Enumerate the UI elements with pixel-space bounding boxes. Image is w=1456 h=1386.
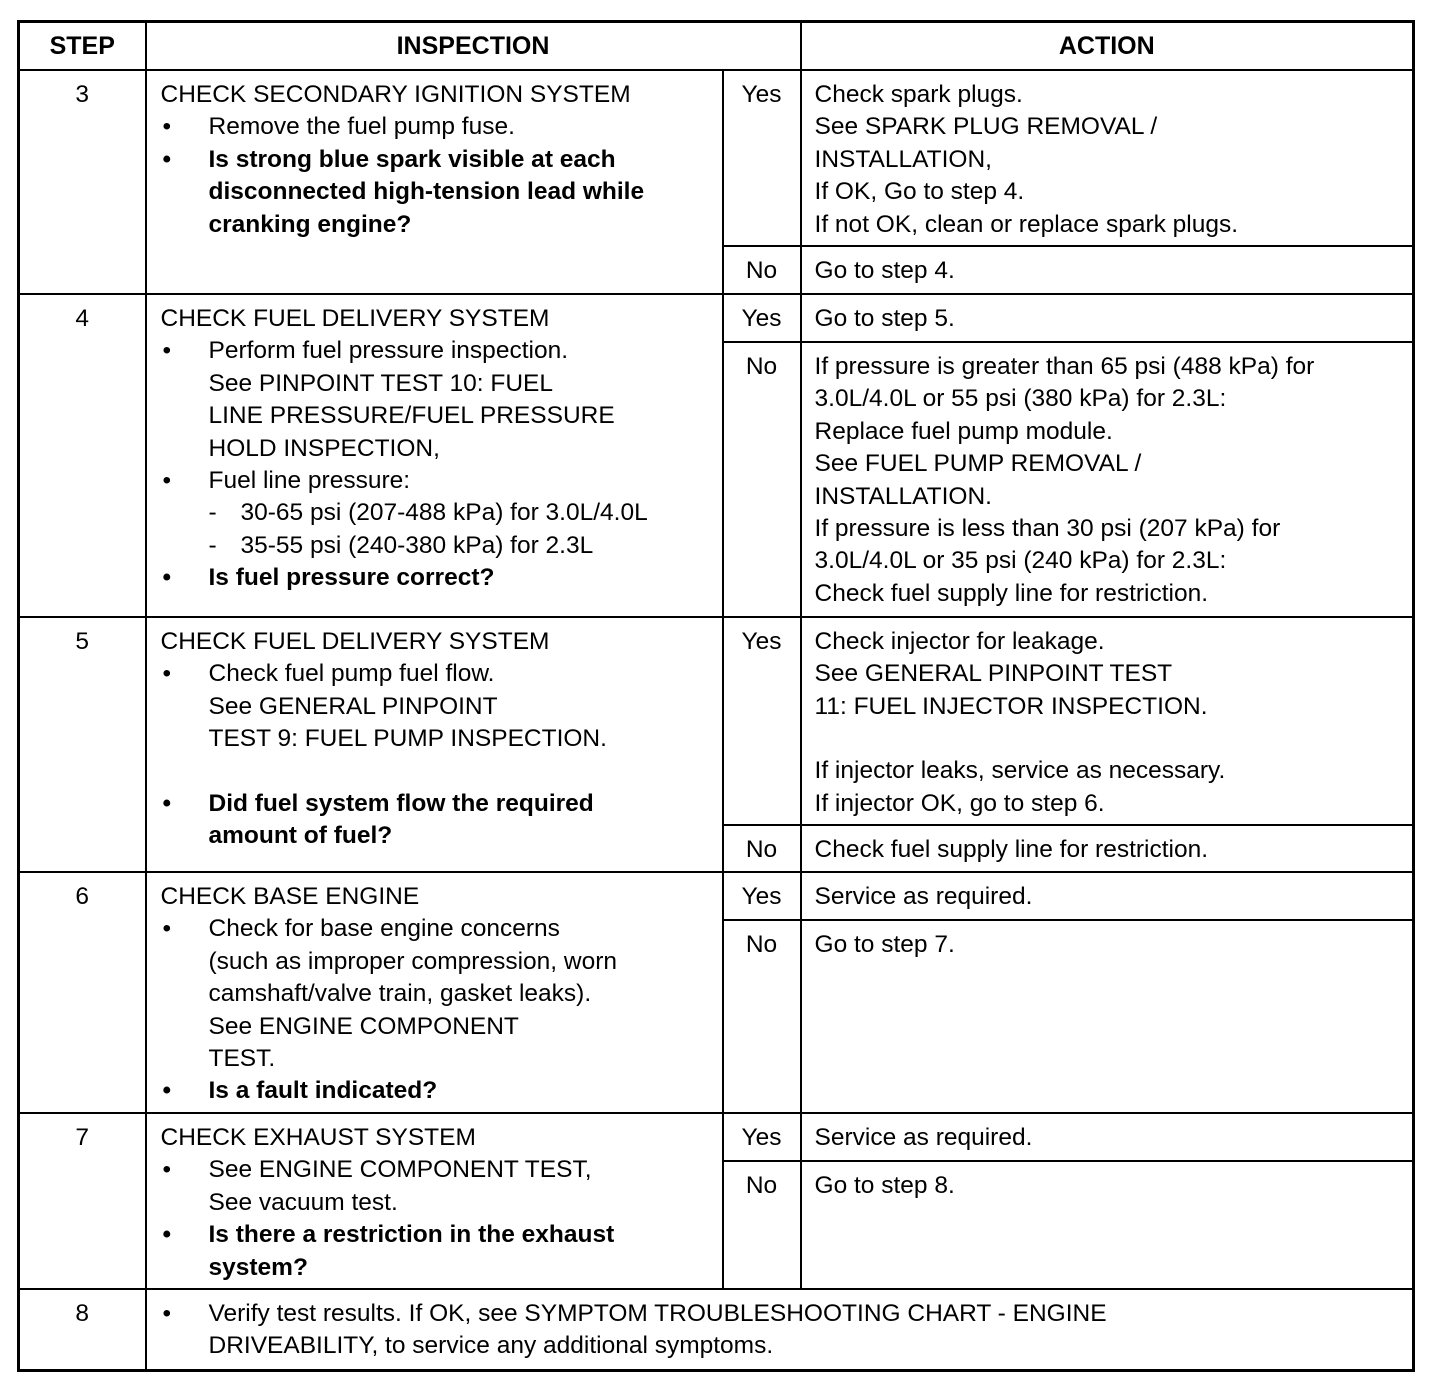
step-number: 4 — [19, 294, 146, 617]
inspection-question: • Is fuel pressure correct? — [161, 562, 712, 594]
yes-label: Yes — [723, 1113, 801, 1161]
inspection-bullet: • Check fuel pump fuel flow. — [161, 658, 712, 690]
inspection-question: • Is a fault indicated? — [161, 1075, 712, 1107]
step-8-inspection — [146, 1289, 1414, 1371]
step-6-no-action: Go to step 7. — [801, 920, 1414, 1113]
inspection-bullet: • Check for base engine concerns — [161, 913, 712, 945]
inspection-bullet: • Perform fuel pressure inspection. — [161, 335, 712, 367]
inspection-question: • Is there a restriction in the exhaust system? — [161, 1219, 712, 1284]
step-4-no-action: If pressure is greater than 65 psi (488 kPa) for 3.0L/4.0L or 55 psi (380 kPa) for 2.3L: Replace fuel pump module. See FUEL PUMP REMOVAL / INSTALLATION. If pressure is less than 30 psi (207 kPa) for 3.0L/4.0L or 35 psi (240 kPa) for 2.3L: Check fuel supply line for restriction. — [801, 342, 1414, 617]
yes-label: Yes — [723, 872, 801, 920]
inspection-title: CHECK BASE ENGINE — [160, 883, 420, 910]
inspection-question: • Did fuel system flow the required amount of fuel? — [161, 788, 712, 853]
no-label: No — [723, 342, 801, 617]
step-3-yes-action: Check spark plugs. See SPARK PLUG REMOVAL / INSTALLATION, If OK, Go to step 4. If not OK, clean or replace spark plugs. — [801, 70, 1414, 246]
step-7-yes-row — [19, 1113, 1414, 1161]
step-number: 8 — [19, 1289, 146, 1371]
header-inspection: INSPECTION — [146, 22, 801, 71]
header-action: ACTION — [801, 22, 1414, 71]
step-number: 6 — [19, 872, 146, 1113]
step-3-no-action: Go to step 4. — [801, 246, 1414, 294]
step-5-inspection — [146, 617, 723, 872]
inspection-bullet: • Verify test results. If OK, see SYMPTOM TROUBLESHOOTING CHART - ENGINE DRIVEABILITY, to service any additional symptoms. — [161, 1298, 1403, 1363]
inspection-reference: See GENERAL PINPOINT TEST 9: FUEL PUMP INSPECTION. — [208, 692, 607, 753]
inspection-reference: (such as improper compression, worn camshaft/valve train, gasket leaks). See ENGINE COMPONENT TEST. — [208, 947, 617, 1073]
yes-label: Yes — [723, 294, 801, 342]
spec-item: - 30-65 psi (207-488 kPa) for 3.0L/4.0L — [161, 497, 712, 529]
header-step: STEP — [19, 22, 146, 71]
no-label: No — [723, 246, 801, 294]
diagnostic-table — [17, 20, 1415, 1372]
inspection-bullet: • Remove the fuel pump fuse. — [161, 111, 712, 143]
inspection-title: CHECK FUEL DELIVERY SYSTEM — [160, 305, 550, 332]
step-7-no-action: Go to step 8. — [801, 1161, 1414, 1289]
step-5-no-action: Check fuel supply line for restriction. — [801, 825, 1414, 872]
inspection-question: • Is strong blue spark visible at each disconnected high-tension lead while cranking engine? — [161, 144, 712, 241]
step-6-yes-row — [19, 872, 1414, 920]
no-label: No — [723, 1161, 801, 1289]
inspection-reference: See vacuum test. — [208, 1188, 398, 1216]
step-5-yes-action: Check injector for leakage. See GENERAL PINPOINT TEST 11: FUEL INJECTOR INSPECTION. If injector leaks, service as necessary. If injector OK, go to step 6. — [801, 617, 1414, 825]
no-label: No — [723, 920, 801, 1113]
yes-label: Yes — [723, 70, 801, 246]
step-5-yes-row — [19, 617, 1414, 825]
step-number: 7 — [19, 1113, 146, 1289]
step-4-yes-row — [19, 294, 1414, 342]
header-row — [19, 22, 1414, 71]
step-8-row — [19, 1289, 1414, 1371]
inspection-bullet: • See ENGINE COMPONENT TEST, — [161, 1154, 712, 1186]
step-4-inspection — [146, 294, 723, 617]
inspection-title: CHECK FUEL DELIVERY SYSTEM — [160, 628, 550, 655]
spec-item: - 35-55 psi (240-380 kPa) for 2.3L — [161, 530, 712, 562]
step-number: 3 — [19, 70, 146, 294]
step-3-yes-row — [19, 70, 1414, 246]
step-7-yes-action: Service as required. — [801, 1113, 1414, 1161]
step-4-yes-action: Go to step 5. — [801, 294, 1414, 342]
step-number: 5 — [19, 617, 146, 872]
step-3-inspection — [146, 70, 723, 294]
inspection-title: CHECK SECONDARY IGNITION SYSTEM — [160, 81, 631, 108]
step-6-inspection — [146, 872, 723, 1113]
inspection-title: CHECK EXHAUST SYSTEM — [160, 1124, 476, 1151]
step-7-inspection — [146, 1113, 723, 1289]
yes-label: Yes — [723, 617, 801, 825]
inspection-reference: See PINPOINT TEST 10: FUEL LINE PRESSURE/FUEL PRESSURE HOLD INSPECTION, — [208, 369, 615, 462]
inspection-bullet: • Fuel line pressure: — [161, 465, 712, 497]
step-6-yes-action: Service as required. — [801, 872, 1414, 920]
no-label: No — [723, 825, 801, 872]
